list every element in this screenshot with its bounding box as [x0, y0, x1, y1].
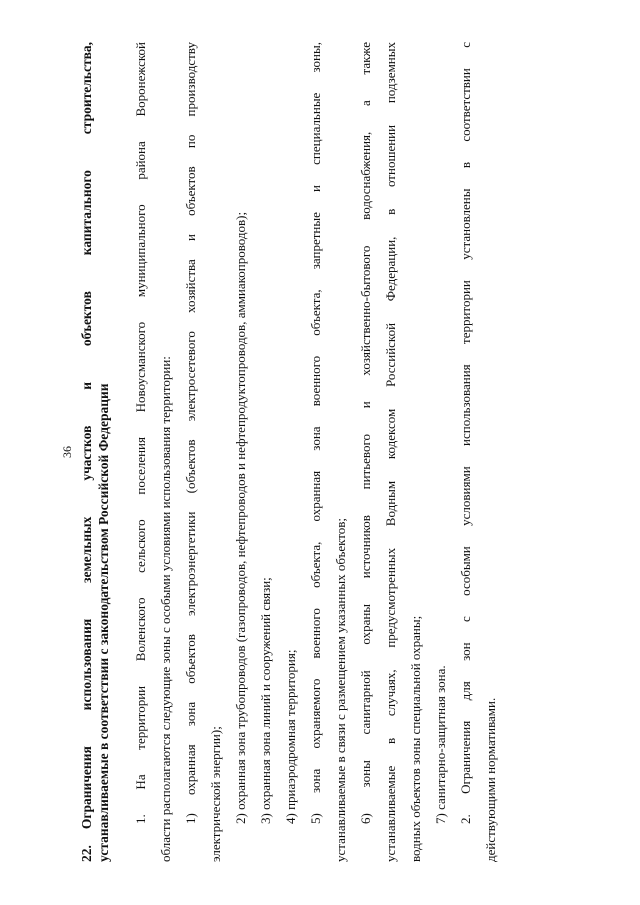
list-item-6-line1: 6) зоны санитарной охраны источников питьевого и хозяйственно-бытового водоснабжения, а также	[358, 42, 373, 824]
section-heading-line1	[78, 42, 95, 862]
list-item-1-line1: 1) охранная зона объектов электроэнергетики (объектов электросетевого хозяйства и объектов по производству	[183, 42, 198, 824]
paragraph-2	[453, 42, 503, 862]
section-heading	[78, 42, 112, 862]
list-item-1-line2: электрической энергии);	[208, 726, 223, 862]
document-body	[128, 42, 503, 862]
list-item-6	[353, 42, 428, 862]
rotated-page-content	[60, 42, 498, 862]
section-number: 22.	[79, 845, 94, 862]
list-item-5-line1: 5) зона охраняемого военного объекта, охранная зона военного объекта, запретные и специальные зоны,	[308, 42, 323, 824]
paragraph-1-line2: области располагаются следующие зоны с особыми условиями использования территории:	[158, 356, 173, 862]
list-item-3: 3) охранная зона линий и сооружений связи;	[258, 577, 273, 824]
list-item-6-line2: устанавливаемые в случаях, предусмотренных Водным кодексом Российской Федерации, в отношении подземных	[383, 42, 398, 862]
page-number: 36	[60, 446, 74, 458]
paragraph-2-line1: 2. Ограничения для зон с особыми условиями использования территории установлены в соответствии с	[458, 42, 473, 824]
list-item-6-line3: водных объектов зоны специальной охраны;	[408, 615, 423, 862]
paragraph-2-line2: действующими нормативами.	[483, 697, 498, 862]
section-title-part2: устанавливаемые в соответствии с законодательством Российской Федерации	[96, 383, 111, 862]
list-item-4: 4) приаэродромная территория;	[283, 649, 298, 824]
list-item-1	[178, 42, 228, 862]
list-item-5	[303, 42, 353, 862]
list-item-5-line2: устанавливаемые в связи с размещением указанных объектов;	[333, 517, 348, 862]
list-item-2: 2) охранная зона трубопроводов (газопроводов, нефтепроводов и нефтепродуктопроводов, аммиакопроводов);	[233, 211, 248, 824]
section-title-part1: Ограничения использования земельных участков и объектов капитального строительства,	[79, 42, 94, 830]
list-item-7: 7) санитарно-защитная зона.	[433, 665, 448, 824]
paragraph-1-line1: 1. На территории Воленского сельского поселения Новоусманского муниципального района Воронежской	[133, 42, 148, 824]
paragraph-1	[128, 42, 178, 862]
